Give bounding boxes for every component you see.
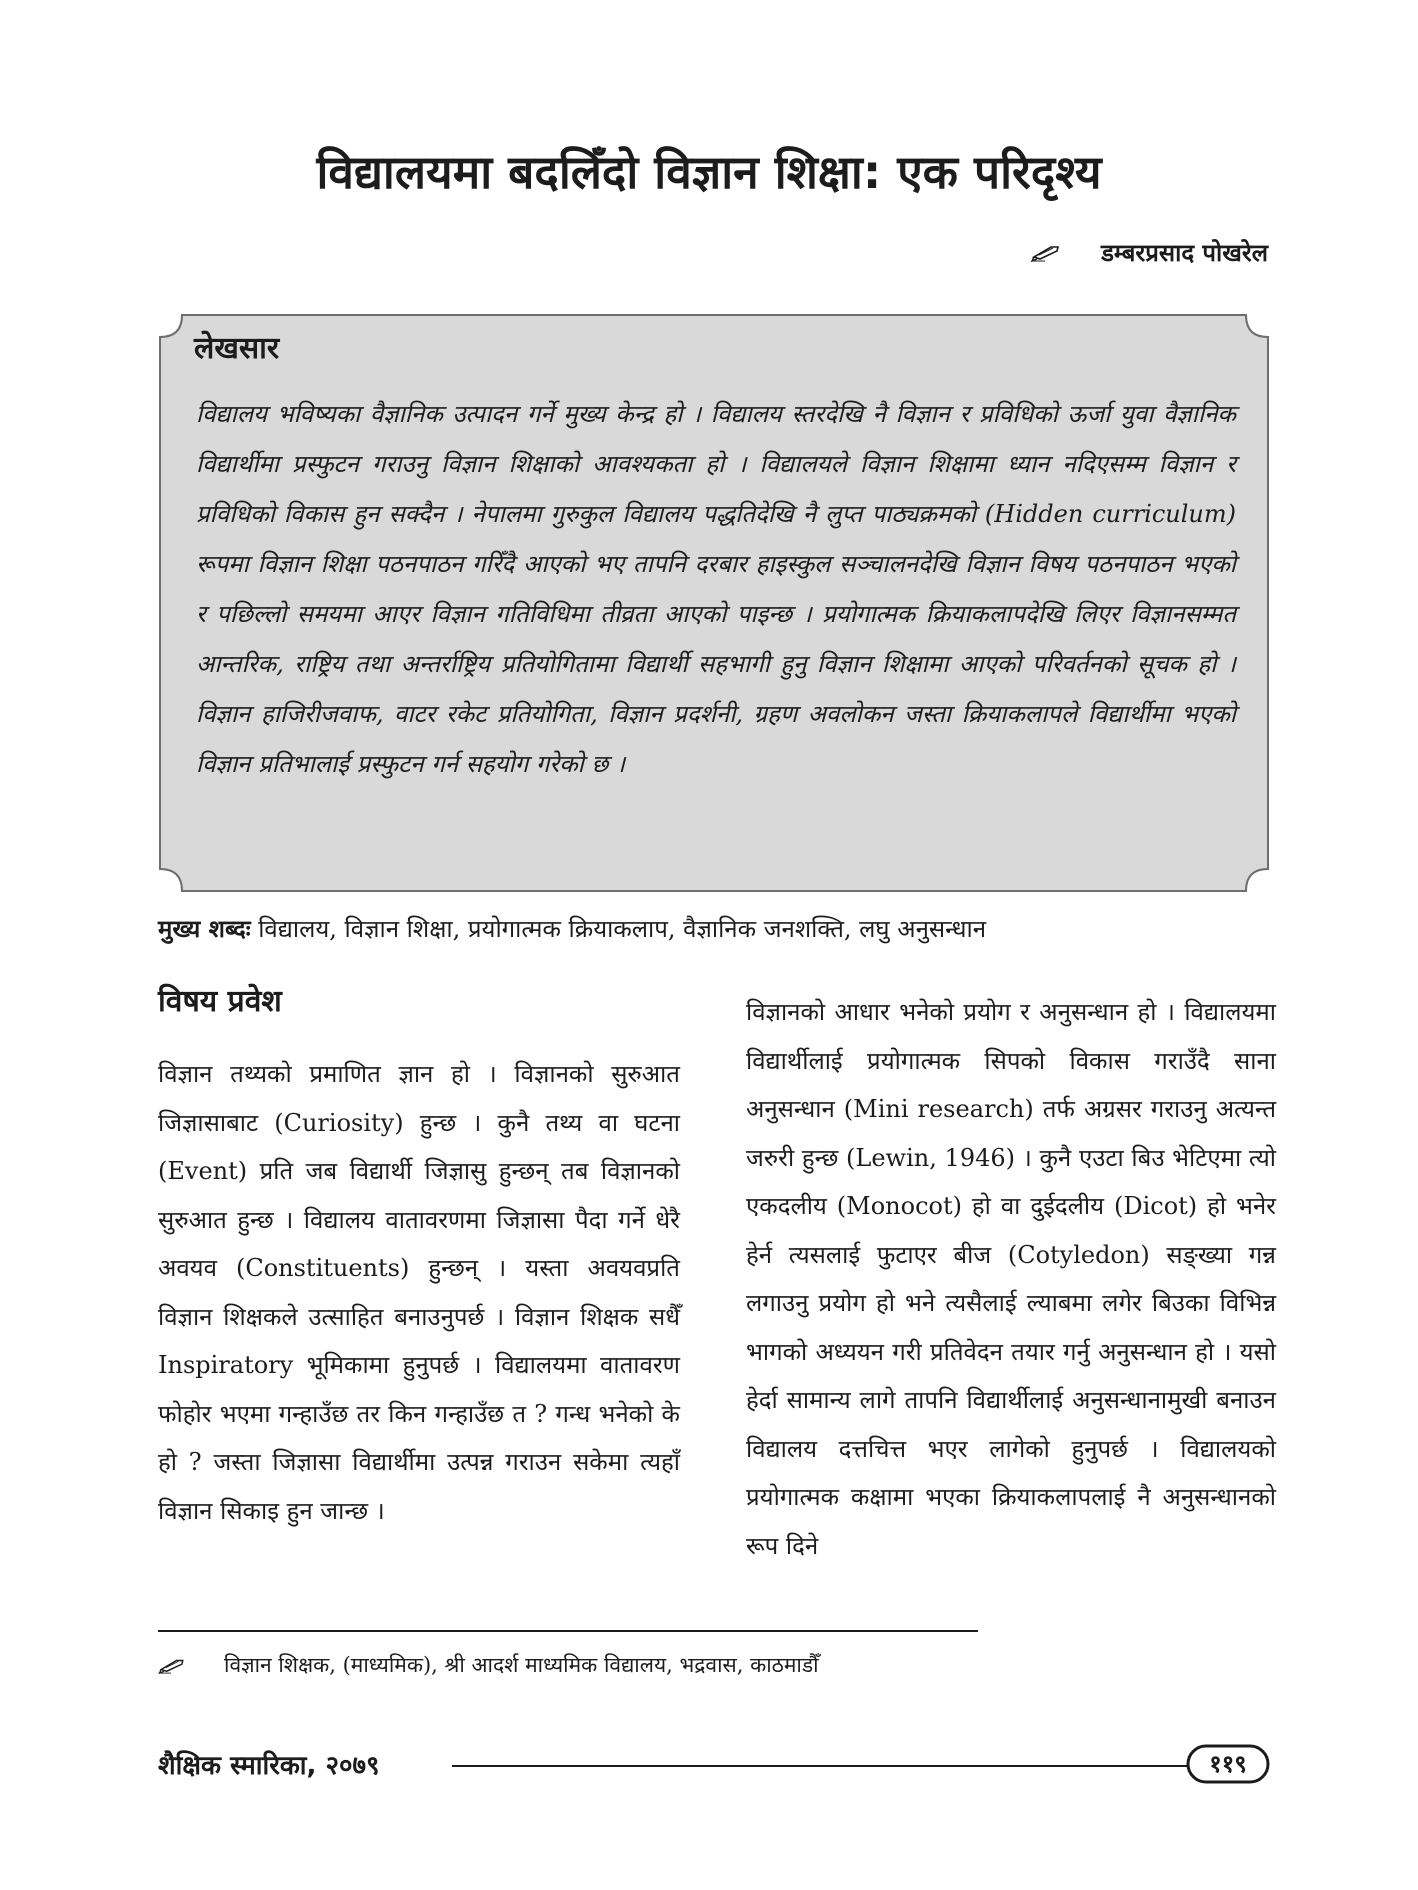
author-line (1031, 236, 1268, 271)
pen-icon (1031, 237, 1061, 271)
author-name: डम्बरप्रसाद पोखरेल (1101, 239, 1268, 267)
pen-icon (158, 1650, 186, 1684)
publication-name: शैक्षिक स्मारिका, २०७९ (158, 1751, 380, 1781)
section-heading: विषय प्रवेश (158, 984, 282, 1019)
keywords-label: मुख्य शब्दः (158, 915, 251, 943)
abstract-box (158, 313, 1270, 893)
right-column (746, 988, 1276, 1570)
article-title: विद्यालयमा बदलिँदो विज्ञान शिक्षा: एक परिदृश्य (316, 145, 1102, 199)
footnote (158, 1648, 819, 1684)
keywords-line (158, 910, 1278, 948)
left-column-text: विज्ञान तथ्यको प्रमाणित ज्ञान हो । विज्ञानको सुरुआत जिज्ञासाबाट (Curiosity) हुन्छ । कुनै तथ्य वा घटना (Event) प्रति जब विद्यार्थी जिज्ञासु हुन्छन् तब विज्ञानको सुरुआत हुन्छ । विद्यालय वातावरणमा जिज्ञासा पैदा गर्ने धेरै अवयव (Constituents) हुन्छन् । यस्ता अवयवप्रति विज्ञान शिक्षकले उत्साहित बनाउनुपर्छ । विज्ञान शिक्षक सधैँ Inspiratory भूमिकामा हुनुपर्छ । विद्यालयमा वातावरण फोहोर भएमा गन्हाउँछ तर किन गन्हाउँछ त ? गन्ध भनेको के हो ? जस्ता जिज्ञासा विद्यार्थीमा उत्पन्न गराउन सकेमा त्यहाँ विज्ञान सिकाइ हुन जान्छ । (158, 1060, 680, 1525)
abstract-heading: लेखसार (194, 331, 280, 366)
abstract-text: विद्यालय भविष्यका वैज्ञानिक उत्पादन गर्ने मुख्य केन्द्र हो । विद्यालय स्तरदेखि नै विज्ञान र प्रविधिको ऊर्जा युवा वैज्ञानिक विद्यार्थीमा प्रस्फुटन गराउनु विज्ञान शिक्षाको आवश्यकता हो । विद्यालयले विज्ञान शिक्षामा ध्यान नदिएसम्म विज्ञान र प्रविधिको विकास हुन सक्दैन । नेपालमा गुरुकुल विद्यालय पद्धतिदेखि नै लुप्त पाठ्यक्रमको (Hidden curriculum) रूपमा विज्ञान शिक्षा पठनपाठन गरिँदै आएको भए तापनि दरबार हाइस्कुल सञ्चालनदेखि विज्ञान विषय पठनपाठन भएको र पछिल्लो समयमा आएर विज्ञान गतिविधिमा तीव्रता आएको पाइन्छ । प्रयोगात्मक क्रियाकलापदेखि लिएर विज्ञानसम्मत आन्तरिक, राष्ट्रिय तथा अन्तर्राष्ट्रिय प्रतियोगितामा विद्यार्थी सहभागी हुनु विज्ञान शिक्षामा आएको परिवर्तनको सूचक हो । विज्ञान हाजिरीजवाफ, वाटर रकेट प्रतियोगिता, विज्ञान प्रदर्शनी, ग्रहण अवलोकन जस्ता क्रियाकलापले विद्यार्थीमा भएको विज्ञान प्रतिभालाई प्रस्फुटन गर्न सहयोग गरेको छ । (196, 400, 1236, 778)
page-number-badge (1186, 1744, 1270, 1784)
left-column (158, 980, 680, 1535)
footnote-text: विज्ञान शिक्षक, (माध्यमिक), श्री आदर्श माध्यमिक विद्यालय, भद्रवास, काठमाडौँ (224, 1653, 819, 1677)
right-column-text: विज्ञानको आधार भनेको प्रयोग र अनुसन्धान हो । विद्यालयमा विद्यार्थीलाई प्रयोगात्मक सिपको विकास गराउँदै साना अनुसन्धान (Mini research) तर्फ अग्रसर गराउनु अत्यन्त जरुरी हुन्छ (Lewin, 1946) । कुनै एउटा बिउ भेटिएमा त्यो एकदलीय (Monocot) हो वा दुईदलीय (Dicot) हो भनेर हेर्न त्यसलाई फुटाएर बीज (Cotyledon) सङ्ख्या गन्न लगाउनु प्रयोग हो भने त्यसैलाई ल्याबमा लगेर बिउका विभिन्न भागको अध्ययन गरी प्रतिवेदन तयार गर्नु अनुसन्धान हो । यसो हेर्दा सामान्य लागे तापनि विद्यार्थीलाई अनुसन्धानामुखी बनाउन विद्यालय दत्तचित्त भएर लागेको हुनुपर्छ । विद्यालयको प्रयोगात्मक कक्षामा भएका क्रियाकलापलाई नै अनुसन्धानको रूप दिने (746, 998, 1276, 1560)
footer-divider (452, 1765, 1188, 1767)
footnote-divider (158, 1630, 978, 1632)
keywords-value: विद्यालय, विज्ञान शिक्षा, प्रयोगात्मक क्रियाकलाप, वैज्ञानिक जनशक्ति, लघु अनुसन्धान (250, 915, 987, 943)
page-number: ११९ (1209, 1750, 1247, 1778)
